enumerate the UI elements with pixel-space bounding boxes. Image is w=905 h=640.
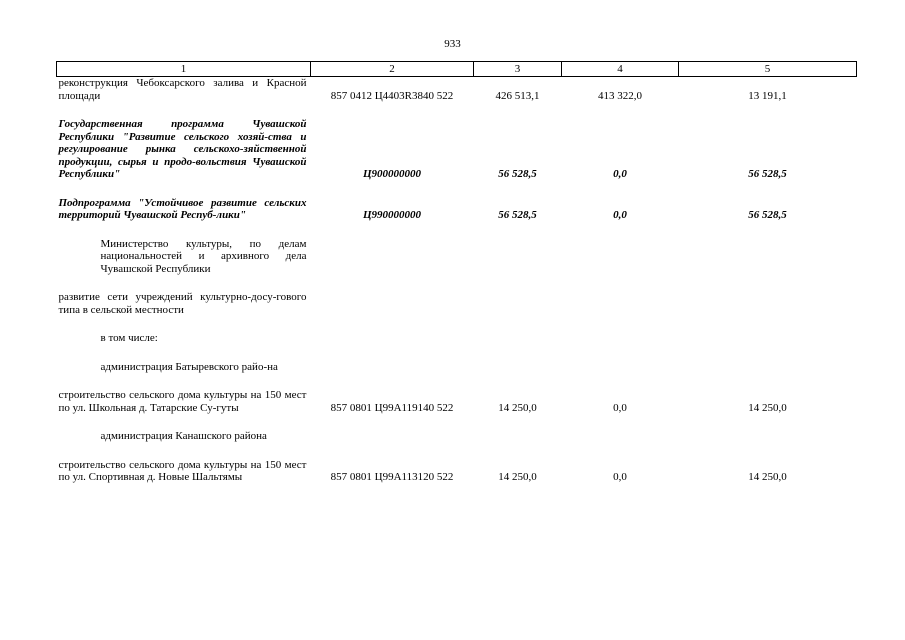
row-col-5: [679, 430, 857, 443]
row-col-4: [562, 291, 679, 316]
row-col-3: [474, 361, 562, 374]
row-code: [311, 332, 474, 345]
row-col-3: 426 513,1: [495, 89, 540, 102]
header-col-1: 1: [57, 62, 311, 77]
row-name: реконструкция Чебоксарского залива и Красной площади: [58, 77, 307, 102]
table-row: [57, 459, 857, 484]
row-name: Подпрограмма "Устойчивое развитие сельских территорий Чувашской Респуб-лики": [58, 196, 307, 221]
header-col-2: 2: [311, 62, 474, 77]
header-col-3: 3: [474, 62, 562, 77]
row-name: в том числе:: [100, 332, 158, 344]
row-col-4: 413 322,0: [598, 89, 642, 102]
row-col-3: [474, 291, 562, 316]
table-row: [57, 77, 857, 103]
table-row: [57, 238, 857, 276]
row-col-3: 56 528,5: [498, 168, 537, 180]
row-col-5: [679, 361, 857, 374]
row-col-3: 14 250,0: [498, 401, 537, 414]
row-col-3: [474, 332, 562, 345]
row-name: строительство сельского дома культуры на 150 мест по ул. Школьная д. Татарские Су-гуты: [58, 389, 307, 414]
table-row: [57, 361, 857, 374]
row-col-4: 0,0: [613, 168, 627, 180]
row-col-3: 14 250,0: [498, 471, 537, 483]
row-col-3: [474, 430, 562, 443]
row-col-5: 14 250,0: [748, 471, 787, 483]
row-code: [311, 238, 474, 276]
page-number: 933: [444, 38, 461, 50]
row-name: развитие сети учреждений культурно-досу-гового типа в сельской местности: [58, 291, 307, 316]
row-name: администрация Батыревского райо-на: [100, 360, 278, 373]
row-col-5: [679, 291, 857, 316]
row-col-4: [562, 361, 679, 374]
row-col-5: 14 250,0: [748, 401, 787, 414]
row-col-5: [679, 332, 857, 345]
row-code: 857 0801 Ц99А119140 522: [330, 401, 454, 414]
header-row: [57, 62, 857, 77]
row-name: Государственная программа Чувашской Республики "Развитие сельского хозяй-ства и регулирование рынка сельскохо-зяйственной продукции, сырья и продо-вольствия Чувашской Республики": [58, 118, 307, 180]
row-col-4: 0,0: [613, 471, 627, 483]
row-col-3: 56 528,5: [498, 209, 537, 221]
row-code: 857 0801 Ц99А113120 522: [330, 471, 454, 483]
row-col-5: 13 191,1: [748, 89, 787, 102]
row-name: Министерство культуры, по делам национальностей и архивного дела Чувашской Республики: [100, 237, 307, 275]
row-col-4: [562, 332, 679, 345]
header-col-5: 5: [679, 62, 857, 77]
row-code: Ц990000000: [362, 209, 422, 221]
table-row: [57, 118, 857, 181]
table-row: [57, 197, 857, 222]
row-name: строительство сельского дома культуры на 150 мест по ул. Спортивная д. Новые Шальтямы: [58, 458, 307, 483]
table-row: [57, 332, 857, 345]
row-code: [311, 291, 474, 316]
row-col-4: 0,0: [613, 401, 627, 414]
header-col-4: 4: [562, 62, 679, 77]
row-col-3: [474, 238, 562, 276]
row-col-5: 56 528,5: [748, 209, 787, 221]
row-col-5: [679, 238, 857, 276]
table-row: [57, 389, 857, 414]
row-code: [311, 430, 474, 443]
row-code: Ц900000000: [362, 168, 422, 180]
row-col-4: [562, 430, 679, 443]
row-code: [311, 361, 474, 374]
row-code: 857 0412 Ц4403R3840 522: [330, 89, 454, 102]
row-col-4: [562, 238, 679, 276]
row-col-5: 56 528,5: [748, 168, 787, 180]
table-row: [57, 430, 857, 443]
row-name: администрация Канашского района: [100, 430, 267, 442]
budget-table: [56, 61, 857, 484]
row-col-4: 0,0: [613, 209, 627, 221]
table-row: [57, 291, 857, 316]
